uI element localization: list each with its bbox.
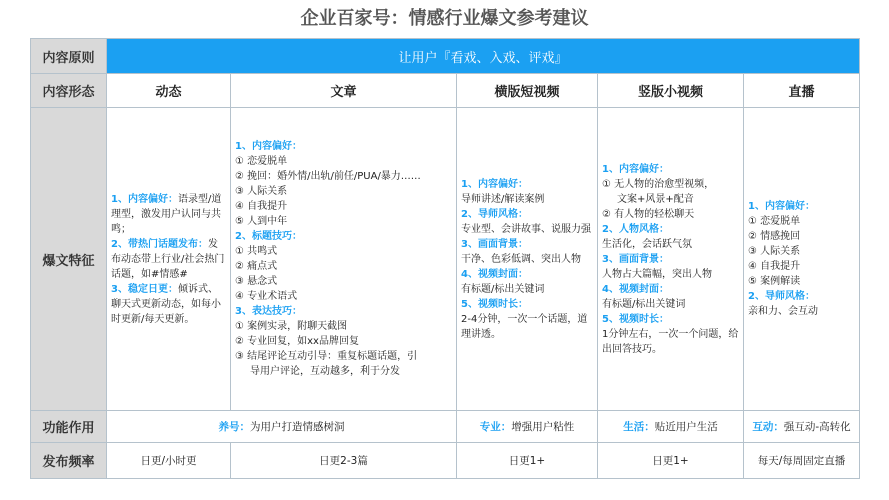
list-item: ② 挽回：婚外情/出轨/前任/PUA/暴力…… bbox=[235, 171, 421, 182]
list-item: ② 有人物的轻松聊天 bbox=[602, 208, 695, 220]
function-cell-1 bbox=[107, 411, 457, 443]
row-header-function: 功能作用 bbox=[31, 411, 107, 443]
feature-text: 有标题/标出关键词 bbox=[461, 283, 545, 295]
row-header-frequency: 发布频率 bbox=[31, 443, 107, 479]
feature-heading: 1、内容偏好： bbox=[235, 141, 302, 152]
feature-text: 有标题/标出关键词 bbox=[602, 298, 686, 310]
list-item: ③ 人际关系 bbox=[235, 186, 288, 197]
column-article: 文章 bbox=[231, 74, 457, 108]
feature-text: 发布动态带上行业/社会热门话题，如#情感# bbox=[111, 238, 225, 280]
function-value: 为用户打造情感树洞 bbox=[250, 421, 345, 433]
feature-text: 倾诉式、聊天式更新动态，如每小时更新/每天更新。 bbox=[111, 283, 221, 325]
feature-heading: 1、内容偏好： bbox=[602, 163, 669, 175]
features-vertical-video bbox=[598, 108, 744, 411]
strategy-table bbox=[30, 38, 860, 479]
features-article bbox=[231, 108, 457, 411]
function-value: 强互动-高转化 bbox=[783, 421, 851, 433]
feature-text: 语录型/道理型，激发用户认同与共鸣； bbox=[111, 193, 222, 235]
feature-heading: 1、内容偏好： bbox=[748, 201, 815, 212]
feature-text: 生活化，会话跃气氛 bbox=[602, 238, 692, 250]
list-item: ① 无人物的治愈型视频， bbox=[602, 178, 715, 190]
feature-heading: 2、带热门话题发布： bbox=[111, 238, 208, 250]
feature-text: 亲和力、会互动 bbox=[748, 306, 818, 317]
feature-heading: 3、画面背景： bbox=[602, 253, 669, 265]
feature-heading: 2、导师风格： bbox=[461, 208, 528, 220]
feature-text: 专业型、会讲故事、说服力强 bbox=[461, 223, 591, 235]
row-header-principle: 内容原则 bbox=[31, 39, 107, 74]
row-header-features: 爆文特征 bbox=[31, 108, 107, 411]
function-key: 生活： bbox=[623, 421, 655, 433]
column-live: 直播 bbox=[744, 74, 860, 108]
list-item: ⑤ 案例解读 bbox=[748, 276, 801, 287]
feature-heading: 4、视频封面： bbox=[461, 268, 528, 280]
feature-text: 2-4分钟，一次一个话题，道理讲透。 bbox=[461, 313, 588, 340]
column-horizontal-video: 横版短视频 bbox=[457, 74, 598, 108]
list-item: ③ 人际关系 bbox=[748, 246, 801, 257]
list-item: ① 共鸣式 bbox=[235, 246, 278, 257]
feature-text: 干净、色彩低调、突出人物 bbox=[461, 253, 581, 265]
feature-heading: 1、内容偏好： bbox=[461, 178, 528, 190]
list-item: ③ 结尾评论互动引导：重复标题话题，引 bbox=[235, 351, 418, 362]
frequency-horizontal-video: 日更1+ bbox=[457, 443, 598, 479]
frequency-dynamic: 日更/小时更 bbox=[107, 443, 231, 479]
frequency-vertical-video: 日更1+ bbox=[598, 443, 744, 479]
feature-heading: 5、视频时长： bbox=[461, 298, 528, 310]
feature-text: 1分钟左右，一次一个问题，给出回答技巧。 bbox=[602, 328, 739, 355]
feature-heading: 3、稳定日更： bbox=[111, 283, 178, 295]
feature-heading: 1、内容偏好： bbox=[111, 193, 178, 205]
column-dynamic: 动态 bbox=[107, 74, 231, 108]
function-value: 贴近用户生活 bbox=[654, 421, 718, 433]
list-item: ② 专业回复，如xx品牌回复 bbox=[235, 336, 359, 347]
list-item-continuation: 导用户评论，互动越多，利于分发 bbox=[250, 366, 400, 377]
features-live bbox=[744, 108, 860, 411]
feature-heading: 2、导师风格： bbox=[748, 291, 815, 302]
function-key: 专业： bbox=[479, 421, 512, 433]
function-key: 互动： bbox=[752, 421, 784, 433]
list-item: ① 恋爱脱单 bbox=[748, 216, 801, 227]
frequency-article: 日更2-3篇 bbox=[231, 443, 457, 479]
feature-heading: 3、表达技巧： bbox=[235, 306, 302, 317]
feature-heading: 3、画面背景： bbox=[461, 238, 528, 250]
page-title: 企业百家号：情感行业爆文参考建议 bbox=[300, 8, 589, 29]
list-item: ② 痛点式 bbox=[235, 261, 278, 272]
list-item: ④ 自我提升 bbox=[748, 261, 801, 272]
list-item: ② 情感挽回 bbox=[748, 231, 801, 242]
list-item: ④ 自我提升 bbox=[235, 201, 288, 212]
feature-text: 人物占大篇幅，突出人物 bbox=[602, 268, 712, 280]
column-vertical-video: 竖版小视频 bbox=[598, 74, 744, 108]
function-cell-4 bbox=[744, 411, 860, 443]
list-item: ④ 专业术语式 bbox=[235, 291, 298, 302]
features-horizontal-video bbox=[457, 108, 598, 411]
list-item: ① 案例实录，附聊天截图 bbox=[235, 321, 348, 332]
row-header-form: 内容形态 bbox=[31, 74, 107, 108]
frequency-live: 每天/每周固定直播 bbox=[744, 443, 860, 479]
feature-heading: 2、人物风格： bbox=[602, 223, 669, 235]
list-item: ① 恋爱脱单 bbox=[235, 156, 288, 167]
feature-text: 导师讲述/解读案例 bbox=[461, 193, 545, 205]
feature-heading: 5、视频时长： bbox=[602, 313, 669, 325]
feature-heading: 4、视频封面： bbox=[602, 283, 669, 295]
function-cell-3 bbox=[598, 411, 744, 443]
principle-banner: 让用户『看戏、入戏、评戏』 bbox=[107, 39, 860, 74]
list-item-continuation: 文案+风景+配音 bbox=[617, 193, 694, 205]
list-item: ⑤ 人到中年 bbox=[235, 216, 288, 227]
list-item: ③ 悬念式 bbox=[235, 276, 278, 287]
feature-heading: 2、标题技巧： bbox=[235, 231, 302, 242]
function-value: 增强用户粘性 bbox=[511, 421, 575, 433]
function-key: 养号： bbox=[218, 421, 250, 433]
function-cell-2 bbox=[457, 411, 598, 443]
features-dynamic bbox=[107, 108, 231, 411]
